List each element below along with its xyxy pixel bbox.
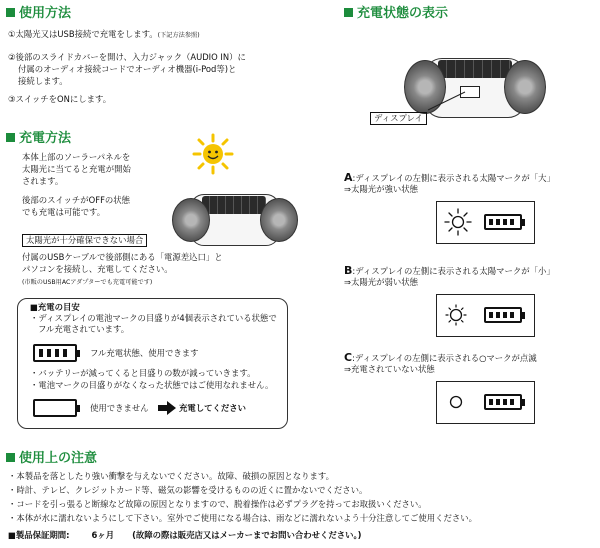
cautions-heading: 使用上の注意 xyxy=(6,447,97,466)
arrow-right-icon xyxy=(158,401,176,415)
caution-item-3: ・コードを引っ張ると断線など故障の原因となりますので、脱着操作は必ずプラグを持ってお取扱いください。 xyxy=(8,499,427,509)
battery-full-icon xyxy=(33,344,77,362)
guide-title: ■充電の目安 xyxy=(30,302,80,312)
display-a-battery-icon xyxy=(484,214,522,230)
circle-blink-icon xyxy=(449,395,463,409)
caution-item-2: ・時計、テレビ、クレジットカード等、磁気の影響を受けるものの近くに置かないでください。 xyxy=(8,485,368,495)
sun-icon xyxy=(190,132,236,176)
display-c-battery-icon xyxy=(484,394,522,410)
display-c xyxy=(436,381,535,424)
usage-step2-line1: ②後部のスライドカバーを開け、入力ジャック（AUDIO IN）に xyxy=(8,52,246,62)
caution-item-4: ・本体が水に濡れないようにして下さい。室外でご使用になる場合は、雨などに濡れないよう十分注意してご使用ください。 xyxy=(8,513,477,523)
guide-line4: ・電池マークの目盛りがなくなった状態ではご使用なれません。 xyxy=(30,380,274,390)
display-leader-line xyxy=(420,90,470,116)
battery-empty-icon xyxy=(33,399,77,417)
usage-step3: ③スイッチをONにします。 xyxy=(8,94,112,104)
guide-action-label: 充電してください xyxy=(179,403,246,413)
guide-line3: ・バッテリーが減ってくると目盛りの数が減っていきます。 xyxy=(30,368,256,378)
usage-step1: ①太陽光又はUSB接続で充電をします。(下記方法参照) xyxy=(8,29,200,39)
charging-usb-line2: パソコンを接続し、充電してください。 xyxy=(22,264,173,274)
display-b-battery-icon xyxy=(484,307,522,323)
status-heading: 充電状態の表示 xyxy=(344,2,448,21)
guide-full-label: フル充電状態、使用できます xyxy=(90,348,199,358)
display-b xyxy=(436,294,535,337)
caution-item-1: ・本製品を落としたり強い衝撃を与えないでください。故障、破損の原因となります。 xyxy=(8,471,334,481)
charging-off-line2: でも充電は可能です。 xyxy=(22,207,106,217)
charging-usb-note: (市販のUSB用ACアダプターでも充電可能です) xyxy=(22,279,153,286)
guide-empty-label: 使用できません xyxy=(90,403,149,413)
usage-heading: 使用方法 xyxy=(6,2,71,21)
sun-small-icon xyxy=(445,304,467,326)
usage-step2-line3: 接続します。 xyxy=(18,76,68,86)
sun-large-icon xyxy=(443,207,473,237)
charging-usb-line1: 付属のUSBケーブルで後部側にある「電源差込口」と xyxy=(22,252,223,262)
charging-solar-line3: されます。 xyxy=(22,176,64,186)
status-c-line1: C:ディスプレイの左側に表示される○マークが点滅 xyxy=(344,351,537,364)
guide-line2: フル充電されています。 xyxy=(38,324,130,334)
display-label: ディスプレイ xyxy=(370,112,427,125)
guide-line1: ・ディスプレイの電池マークの目盛りが4個表示されている状態で xyxy=(30,313,277,323)
status-c-line2: ⇒充電されていない状態 xyxy=(344,364,435,374)
status-b-line2: ⇒太陽光が弱い状態 xyxy=(344,277,419,287)
charging-solar-line2: 太陽光に当てると充電が開始 xyxy=(22,164,131,174)
charging-off-line1: 後部のスイッチがOFFの状態 xyxy=(22,195,131,205)
speaker-illustration xyxy=(172,190,296,250)
charging-box-label: 太陽光が十分確保できない場合 xyxy=(22,234,147,247)
display-a xyxy=(436,201,535,244)
status-b-line1: B:ディスプレイの左側に表示される太陽マークが「小」 xyxy=(344,264,555,277)
status-a-line1: A:ディスプレイの左側に表示される太陽マークが「大」 xyxy=(344,171,555,184)
status-a-line2: ⇒太陽光が強い状態 xyxy=(344,184,419,194)
charging-solar-line1: 本体上部のソーラーパネルを xyxy=(22,152,131,162)
warranty-line: ■製品保証期間: 6ヶ月 (故障の際は販売店又はメーカーまでお問い合わせください。) xyxy=(8,530,362,540)
charging-heading: 充電方法 xyxy=(6,127,71,146)
usage-step2-line2: 付属のオーディオ接続コードでオーディオ機器(i-Pod等)と xyxy=(18,64,237,74)
